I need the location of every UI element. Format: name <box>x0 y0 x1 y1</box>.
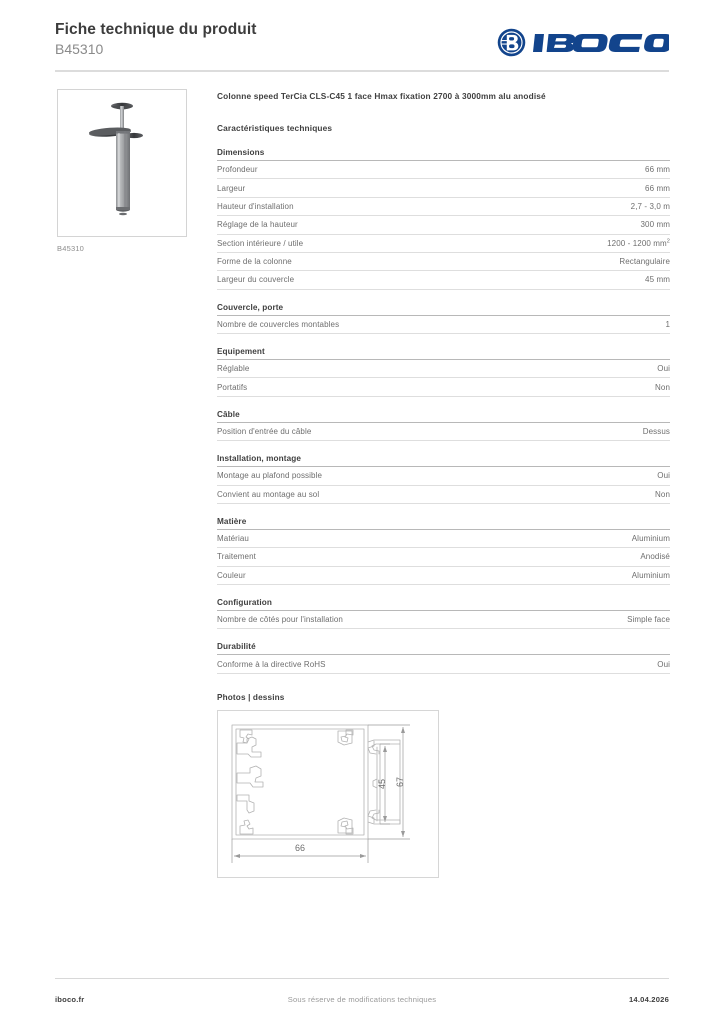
spec-label: Conforme à la directive RoHS <box>217 659 326 669</box>
spec-value: Rectangulaire <box>619 257 670 267</box>
spec-value: 66 mm <box>645 165 670 175</box>
spec-label: Hauteur d'installation <box>217 201 294 211</box>
spec-label: Section intérieure / utile <box>217 238 304 248</box>
spec-label: Portatifs <box>217 382 248 392</box>
page-footer <box>55 995 669 1009</box>
spec-group <box>217 454 670 504</box>
spec-row <box>217 216 670 234</box>
specs-heading: Caractéristiques techniques <box>217 123 333 133</box>
page-title: Fiche technique du produit <box>55 21 257 38</box>
spec-label: Nombre de côtés pour l'installation <box>217 615 343 625</box>
spec-value: Anodisé <box>640 552 670 562</box>
spec-value: Dessus <box>642 426 670 436</box>
spec-label: Matériau <box>217 534 249 544</box>
iboco-circle-b-icon <box>497 28 526 57</box>
spec-value: Oui <box>657 471 670 481</box>
spec-row <box>217 316 670 334</box>
spec-label: Largeur du couvercle <box>217 275 295 285</box>
spec-row <box>217 611 670 629</box>
iboco-wordmark-icon <box>533 32 669 54</box>
header-divider <box>55 70 669 72</box>
spec-groups-container <box>217 148 670 674</box>
spec-group-title: Equipement <box>217 347 670 360</box>
product-image-box <box>57 89 187 237</box>
spec-value: Oui <box>657 659 670 669</box>
spec-row <box>217 235 670 253</box>
spec-row <box>217 271 670 289</box>
spec-label: Nombre de couvercles montables <box>217 319 340 329</box>
spec-row <box>217 548 670 566</box>
spec-value: Non <box>655 489 670 499</box>
spec-label: Position d'entrée du câble <box>217 426 312 436</box>
spec-label: Réglable <box>217 364 250 374</box>
product-photo-column-icon <box>58 90 186 236</box>
spec-row <box>217 161 670 179</box>
spec-label: Convient au montage au sol <box>217 489 320 499</box>
spec-group-title: Configuration <box>217 598 670 611</box>
spec-label: Profondeur <box>217 165 258 175</box>
spec-group-title: Câble <box>217 410 670 423</box>
drawing-section <box>217 693 670 878</box>
spec-label: Montage au plafond possible <box>217 471 322 481</box>
spec-row <box>217 655 670 673</box>
spec-label: Forme de la colonne <box>217 257 292 267</box>
superscript: 2 <box>666 238 670 245</box>
spec-label: Réglage de la hauteur <box>217 220 298 230</box>
spec-group <box>217 347 670 397</box>
page-header <box>55 20 669 68</box>
spec-group <box>217 410 670 441</box>
spec-group <box>217 517 670 585</box>
drawing-box <box>217 710 439 878</box>
spec-group-title: Dimensions <box>217 148 670 161</box>
product-figure <box>57 89 189 253</box>
spec-value: Simple face <box>627 615 670 625</box>
footer-date: 14.04.2026 <box>628 995 669 1004</box>
spec-value: Oui <box>657 364 670 374</box>
spec-value: 66 mm <box>645 183 670 193</box>
dimension-label-width: 66 <box>294 842 306 853</box>
footer-website[interactable]: iboco.fr <box>55 995 85 1004</box>
footer-divider <box>55 978 669 979</box>
spec-group <box>217 642 670 673</box>
spec-row <box>217 530 670 548</box>
spec-group-title: Installation, montage <box>217 454 670 467</box>
technical-drawing-icon <box>218 711 438 877</box>
spec-value: Aluminium <box>631 570 670 580</box>
spec-row <box>217 467 670 485</box>
spec-row <box>217 253 670 271</box>
spec-group-title: Matière <box>217 517 670 530</box>
brand-logo <box>497 28 669 57</box>
spec-group <box>217 148 670 290</box>
spec-value: 1200 - 1200 $mm^2$ <box>607 238 670 248</box>
spec-row <box>217 198 670 216</box>
drawing-title: Photos | dessins <box>217 692 285 702</box>
spec-group-title: Couvercle, porte <box>217 303 670 316</box>
product-name: Colonne speed TerCia CLS-C45 1 face Hmax fixation 2700 à 3000mm alu anodisé <box>217 91 546 101</box>
spec-value: 45 mm <box>645 275 670 285</box>
spec-value: 1 <box>665 319 670 329</box>
product-caption: B45310 <box>57 244 85 253</box>
spec-value: 300 mm <box>640 220 670 230</box>
spec-group <box>217 598 670 629</box>
spec-label: Traitement <box>217 552 256 562</box>
spec-label: Largeur <box>217 183 246 193</box>
specifications-panel <box>217 90 670 878</box>
spec-value: Non <box>655 382 670 392</box>
page-subtitle: B45310 <box>55 41 104 57</box>
dimension-label-height: 67 <box>395 776 405 787</box>
spec-value: Aluminium <box>631 534 670 544</box>
spec-group-title: Durabilité <box>217 642 670 655</box>
spec-row <box>217 378 670 396</box>
spec-row <box>217 486 670 504</box>
footer-disclaimer: Sous réserve de modifications techniques <box>287 995 437 1004</box>
dimension-label-cover: 45 <box>377 778 387 789</box>
spec-group <box>217 303 670 334</box>
spec-label: Couleur <box>217 570 246 580</box>
spec-row <box>217 179 670 197</box>
spec-row <box>217 360 670 378</box>
spec-row <box>217 567 670 585</box>
spec-value: 2,7 - 3,0 m <box>630 201 670 211</box>
spec-row <box>217 423 670 441</box>
